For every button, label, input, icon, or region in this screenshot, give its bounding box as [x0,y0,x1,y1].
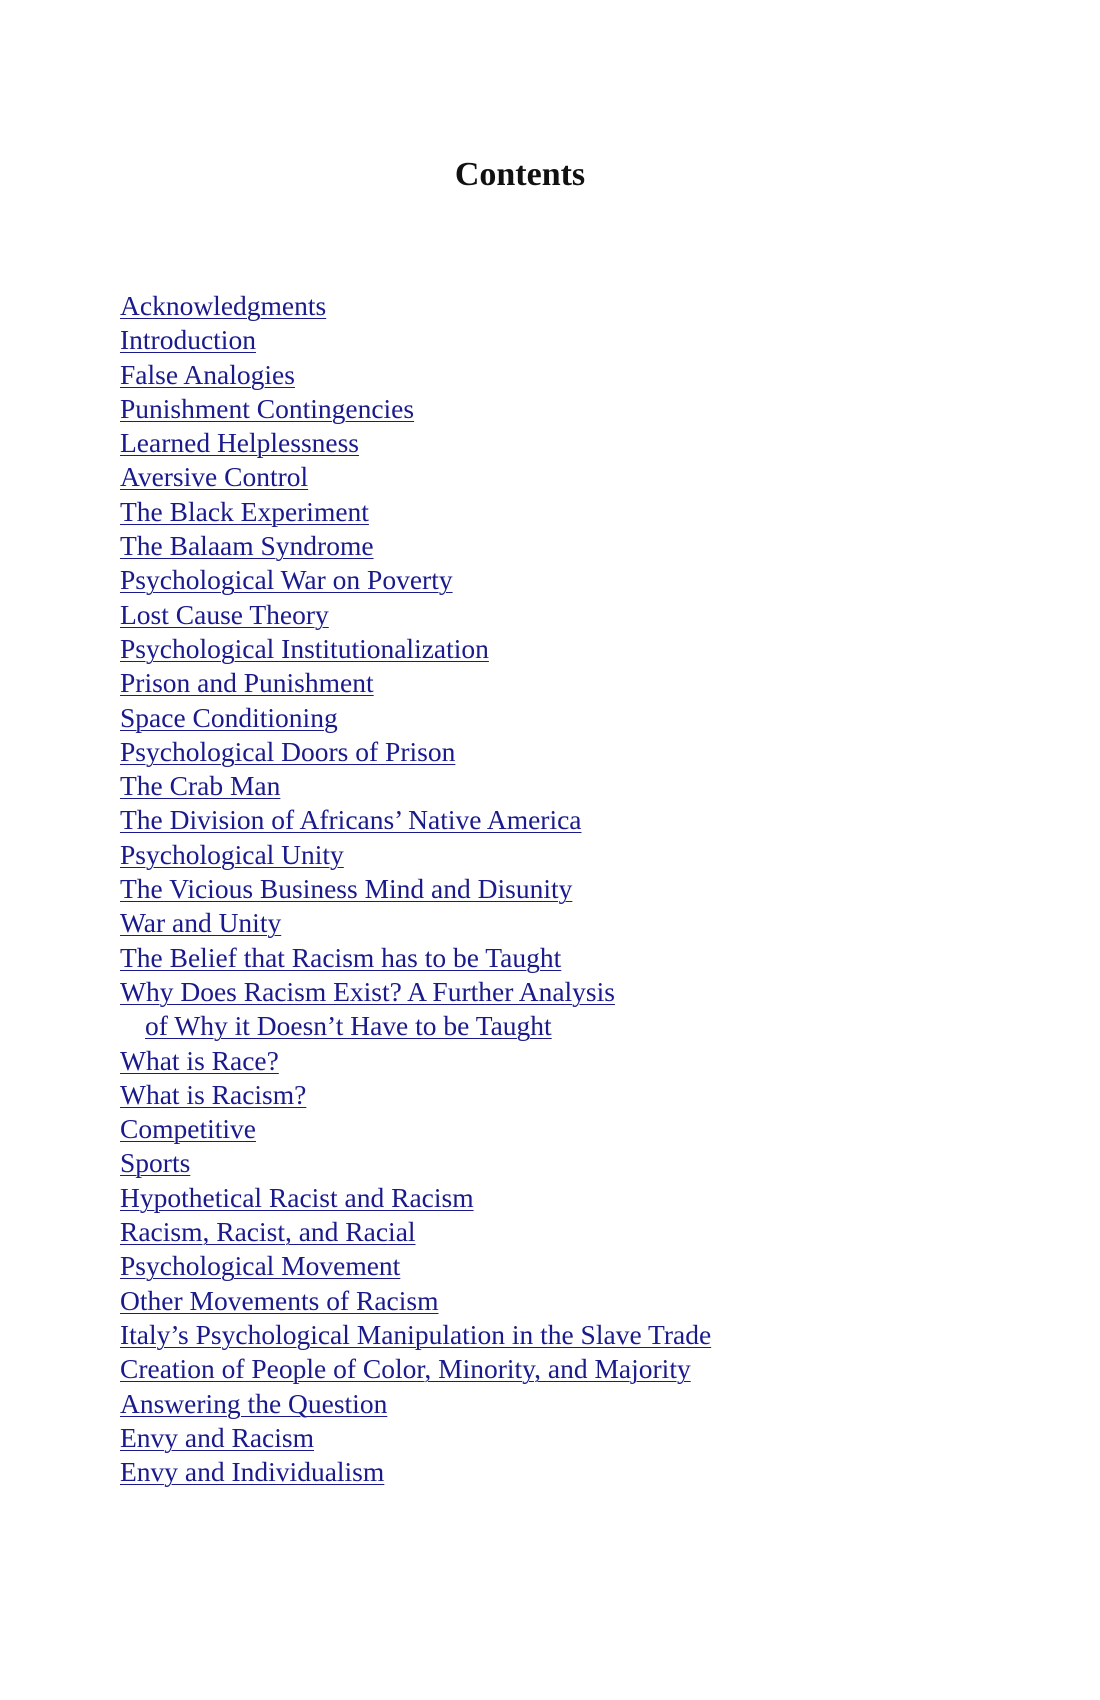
toc-link[interactable]: Answering the Question [120,1387,388,1419]
toc-item [120,1421,1020,1455]
toc-link[interactable]: Why Does Racism Exist? A Further Analysis [120,975,615,1007]
toc-link[interactable]: The Black Experiment [120,495,369,527]
toc-item [120,529,1020,563]
toc-item [120,1455,1020,1489]
toc-item [120,632,1020,666]
toc-item [120,838,1020,872]
toc-item [120,1352,1020,1386]
toc-item [120,289,1020,323]
toc-link[interactable]: What is Race? [120,1044,279,1076]
toc-link[interactable]: Lost Cause Theory [120,598,329,630]
toc-item [120,906,1020,940]
toc-item [120,666,1020,700]
toc-item [120,495,1020,529]
toc-link[interactable]: Space Conditioning [120,701,338,733]
toc-link[interactable]: The Division of Africans’ Native America [120,804,582,836]
toc-item [120,358,1020,392]
toc-link[interactable]: Psychological Doors of Prison [120,735,456,767]
toc-link[interactable]: Learned Helplessness [120,427,360,459]
toc-link[interactable]: Competitive [120,1113,256,1145]
toc-link[interactable]: The Belief that Racism has to be Taught [120,941,562,973]
toc-link[interactable]: What is Racism? [120,1078,307,1110]
toc-link[interactable]: The Vicious Business Mind and Disunity [120,873,573,905]
toc-item [120,769,1020,803]
toc-item [120,803,1020,837]
toc-link[interactable]: Italy’s Psychological Manipulation in the Slave Trade [120,1318,712,1350]
toc-link[interactable]: Psychological Movement [120,1250,401,1282]
toc-item [120,1215,1020,1249]
toc-item [120,1284,1020,1318]
toc-item [120,563,1020,597]
toc-link[interactable]: Other Movements of Racism [120,1284,439,1316]
toc-link[interactable]: Acknowledgments [120,290,327,321]
toc-link[interactable]: Punishment Contingencies [120,392,415,424]
toc-link-continuation[interactable]: of Why it Doesn’t Have to be Taught [145,1010,552,1042]
toc-item [120,392,1020,426]
toc-item [120,735,1020,769]
toc-link[interactable]: The Balaam Syndrome [120,530,374,562]
toc-item [120,975,1020,1044]
toc-link[interactable]: Hypothetical Racist and Racism [120,1181,474,1213]
toc-link[interactable]: Envy and Racism [120,1421,314,1453]
toc-link[interactable]: Aversive Control [120,461,309,493]
toc-link[interactable]: Creation of People of Color, Minority, and Majority [120,1353,691,1385]
toc-item [120,460,1020,494]
toc-link[interactable]: Psychological Institutionalization [120,632,489,664]
table-of-contents [120,289,1020,1489]
toc-item [120,1146,1020,1180]
toc-link[interactable]: Psychological War on Poverty [120,564,453,596]
toc-item [120,426,1020,460]
toc-item [120,872,1020,906]
toc-item [120,1181,1020,1215]
toc-item [120,1078,1020,1112]
toc-link[interactable]: False Analogies [120,358,295,390]
toc-item [120,1387,1020,1421]
toc-link[interactable]: Psychological Unity [120,838,344,870]
toc-item [120,941,1020,975]
toc-item [120,1249,1020,1283]
toc-item [120,598,1020,632]
toc-link[interactable]: The Crab Man [120,770,281,802]
toc-link[interactable]: Introduction [120,324,256,356]
toc-item [120,1044,1020,1078]
toc-link[interactable]: Envy and Individualism [120,1456,385,1488]
toc-item [120,1318,1020,1352]
toc-link[interactable]: Racism, Racist, and Racial [120,1216,416,1248]
toc-item [120,701,1020,735]
toc-link[interactable]: Sports [120,1147,191,1179]
toc-link[interactable]: War and Unity [120,907,282,939]
toc-link[interactable]: Prison and Punishment [120,667,374,699]
toc-item [120,1112,1020,1146]
page-title: Contents [454,156,586,193]
toc-item [120,323,1020,357]
